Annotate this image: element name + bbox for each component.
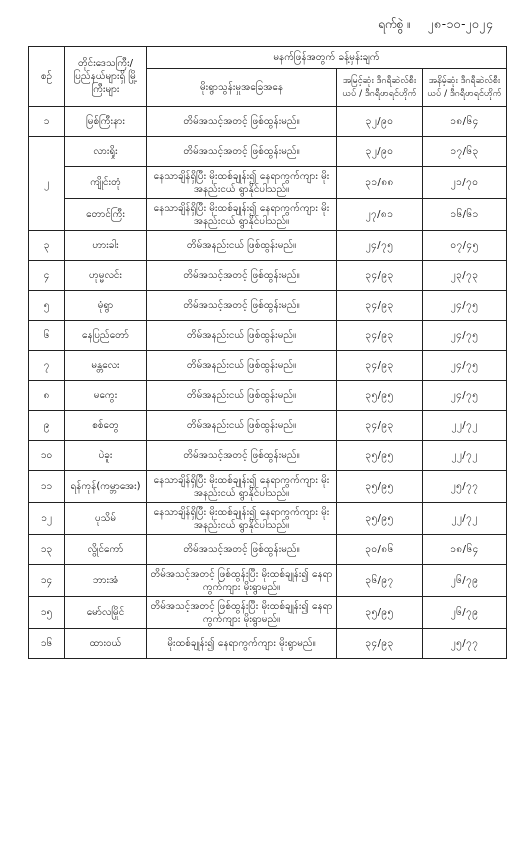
min-temp: ၂၅/၇၇ <box>423 629 507 659</box>
max-temp: ၃၁/၈၈ <box>337 167 423 199</box>
table-row <box>29 471 507 503</box>
city-name: စစ်တွေ <box>65 411 147 441</box>
city-name: တောင်ကြီး <box>65 199 147 231</box>
max-temp: ၃၅/၉၅ <box>337 471 423 503</box>
table-row <box>29 503 507 535</box>
max-temp: ၃၄/၉၃ <box>337 411 423 441</box>
city-name: မုံရွာ <box>65 291 147 321</box>
weather-condition: တိမ်အသင့်အတင့် ဖြစ်ထွန်းမည်။ <box>147 261 337 291</box>
min-temp: ၂၂/၇၂ <box>423 441 507 471</box>
table-row <box>29 167 507 199</box>
max-temp: ၃၅/၉၅ <box>337 597 423 629</box>
row-number: ၁၁ <box>29 471 65 503</box>
min-temp: ၂၃/၇၃ <box>423 261 507 291</box>
row-number: ၁၆ <box>29 629 65 659</box>
row-number: ၁၃ <box>29 535 65 565</box>
row-number: ၄ <box>29 261 65 291</box>
weather-condition: နေသာချိန်ရှိပြီး မိုးထစ်ချုန်း၍ နေရာကွက်ကျား မိုးအနည်းငယ် ရွာနိုင်ပါသည်။ <box>147 199 337 231</box>
weather-condition: တိမ်အနည်းငယ် ဖြစ်ထွန်းမည်။ <box>147 411 337 441</box>
city-name: ထားဝယ် <box>65 629 147 659</box>
row-number: ၁၂ <box>29 503 65 535</box>
table-row <box>29 321 507 351</box>
table-row <box>29 565 507 597</box>
table-row <box>29 261 507 291</box>
city-name: ရန်ကုန်(ကမ္ဘာအေး) <box>65 471 147 503</box>
city-name: မကွေး <box>65 381 147 411</box>
min-temp: ၁၆/၆၁ <box>423 199 507 231</box>
table-row <box>29 231 507 261</box>
weather-condition: တိမ်အနည်းငယ် ဖြစ်ထွန်းမည်။ <box>147 351 337 381</box>
max-temp: ၃၀/၈၆ <box>337 535 423 565</box>
min-temp: ၂၄/၇၅ <box>423 381 507 411</box>
min-temp: ၂၆/၇၉ <box>423 597 507 629</box>
row-number: ၁၄ <box>29 565 65 597</box>
table-row <box>29 291 507 321</box>
weather-condition: တိမ်အသင့်အတင့် ဖြစ်ထွန်းပြီး မိုးထစ်ချုန်း၍ နေရာကွက်ကျား မိုးရွာမည်။ <box>147 565 337 597</box>
weather-condition: တိမ်အသင့်အတင့် ဖြစ်ထွန်းမည်။ <box>147 535 337 565</box>
city-name: ဟားခါး <box>65 231 147 261</box>
min-temp: ၂၆/၇၉ <box>423 565 507 597</box>
city-name: မန္တလေး <box>65 351 147 381</box>
min-temp: ၁၇/၆၃ <box>423 137 507 167</box>
max-temp: ၃၄/၉၃ <box>337 629 423 659</box>
min-temp: ၂၁/၇၀ <box>423 167 507 199</box>
row-number: ၆ <box>29 321 65 351</box>
table-row <box>29 351 507 381</box>
header-min-temp: အနိမ့်ဆုံး ဒီဂရီဆဲလ်စီးယပ် / ဒီဂရီဖာရင်ဟိုက် <box>423 69 507 107</box>
weather-condition: တိမ်အသင့်အတင့် ဖြစ်ထွန်းမည်။ <box>147 137 337 167</box>
weather-condition: နေသာချိန်ရှိပြီး မိုးထစ်ချုန်း၍ နေရာကွက်ကျား မိုးအနည်းငယ် ရွာနိုင်ပါသည်။ <box>147 503 337 535</box>
table-row <box>29 411 507 441</box>
city-name: နေပြည်တော် <box>65 321 147 351</box>
city-name: ပဲခူး <box>65 441 147 471</box>
city-name: ပုသိမ် <box>65 503 147 535</box>
header-no: စဉ် <box>29 47 65 107</box>
table-row <box>29 381 507 411</box>
header-forecast: မနက်ဖြန်အတွက် ခန့်မှန်းချက် <box>147 47 507 69</box>
header-weather: မိုးရွာသွန်းမှုအခြေအနေ <box>147 69 337 107</box>
city-name: မော်လမြိုင် <box>65 597 147 629</box>
date-value: ၂၈-၁၀-၂၀၂၄ <box>428 17 494 31</box>
city-name: ဟုမ္မလင်း <box>65 261 147 291</box>
max-temp: ၃၄/၉၃ <box>337 351 423 381</box>
max-temp: ၃၄/၉၃ <box>337 321 423 351</box>
row-number: ၁၀ <box>29 441 65 471</box>
weather-condition: တိမ်အသင့်အတင့် ဖြစ်ထွန်းပြီး မိုးထစ်ချုန်း၍ နေရာကွက်ကျား မိုးရွာမည်။ <box>147 597 337 629</box>
max-temp: ၂၇/၈၁ <box>337 199 423 231</box>
weather-condition: မိုးထစ်ချုန်း၍ နေရာကွက်ကျား မိုးရွာမည်။ <box>147 629 337 659</box>
row-number: ၇ <box>29 351 65 381</box>
max-temp: ၃၅/၉၅ <box>337 441 423 471</box>
table-row <box>29 597 507 629</box>
weather-condition: နေသာချိန်ရှိပြီး မိုးထစ်ချုန်း၍ နေရာကွက်ကျား မိုးအနည်းငယ် ရွာနိုင်ပါသည်။ <box>147 167 337 199</box>
city-name: လွိုင်ကော် <box>65 535 147 565</box>
row-number: ၂ <box>29 137 65 231</box>
row-number: ၁၅ <box>29 597 65 629</box>
max-temp: ၃၂/၉၀ <box>337 107 423 137</box>
city-name: ဘားအံ <box>65 565 147 597</box>
max-temp: ၂၄/၇၅ <box>337 231 423 261</box>
date-label: ရက်စွဲ ။ <box>378 17 411 31</box>
min-temp: ၂၄/၇၅ <box>423 321 507 351</box>
weather-condition: တိမ်အသင့်အတင့် ဖြစ်ထွန်းမည်။ <box>147 107 337 137</box>
header-max-temp: အမြင့်ဆုံး ဒီဂရီဆဲလ်စီးယပ် / ဒီဂရီဖာရင်ဟိုက် <box>337 69 423 107</box>
min-temp: ၁၈/၆၄ <box>423 535 507 565</box>
min-temp: ၀၇/၄၅ <box>423 231 507 261</box>
weather-condition: တိမ်အသင့်အတင့် ဖြစ်ထွန်းမည်။ <box>147 441 337 471</box>
min-temp: ၂၅/၇၇ <box>423 471 507 503</box>
table-row <box>29 535 507 565</box>
row-number: ၈ <box>29 381 65 411</box>
max-temp: ၃၅/၉၅ <box>337 503 423 535</box>
table-row <box>29 107 507 137</box>
min-temp: ၂၄/၇၅ <box>423 291 507 321</box>
table-row <box>29 441 507 471</box>
row-number: ၃ <box>29 231 65 261</box>
min-temp: ၁၈/၆၄ <box>423 107 507 137</box>
weather-condition: တိမ်အသင့်အတင့် ဖြစ်ထွန်းမည်။ <box>147 291 337 321</box>
weather-condition: တိမ်အနည်းငယ် ဖြစ်ထွန်းမည်။ <box>147 381 337 411</box>
row-number: ၁ <box>29 107 65 137</box>
row-number: ၅ <box>29 291 65 321</box>
max-temp: ၃၂/၉၀ <box>337 137 423 167</box>
max-temp: ၃၅/၉၅ <box>337 381 423 411</box>
weather-condition: နေသာချိန်ရှိပြီး မိုးထစ်ချုန်း၍ နေရာကွက်ကျား မိုးအနည်းငယ် ရွာနိုင်ပါသည်။ <box>147 471 337 503</box>
forecast-table <box>28 46 507 659</box>
header-row-top <box>29 47 507 69</box>
city-name: မြစ်ကြီးနား <box>65 107 147 137</box>
min-temp: ၂၂/၇၂ <box>423 503 507 535</box>
min-temp: ၂၂/၇၂ <box>423 411 507 441</box>
header-region: တိုင်းဒေသကြီး/ ပြည်နယ်များရှိ မြို့ကြီးများ <box>65 47 147 107</box>
date-line <box>0 16 526 38</box>
min-temp: ၂၄/၇၅ <box>423 351 507 381</box>
city-name: လားရှိုး <box>65 137 147 167</box>
weather-condition: တိမ်အနည်းငယ် ဖြစ်ထွန်းမည်။ <box>147 321 337 351</box>
max-temp: ၃၆/၉၇ <box>337 565 423 597</box>
weather-condition: တိမ်အနည်းငယ် ဖြစ်ထွန်းမည်။ <box>147 231 337 261</box>
table-row <box>29 137 507 167</box>
city-name: ကျိုင်းတုံ <box>65 167 147 199</box>
row-number: ၉ <box>29 411 65 441</box>
table-row <box>29 199 507 231</box>
max-temp: ၃၄/၉၃ <box>337 261 423 291</box>
max-temp: ၃၄/၉၃ <box>337 291 423 321</box>
table-row <box>29 629 507 659</box>
